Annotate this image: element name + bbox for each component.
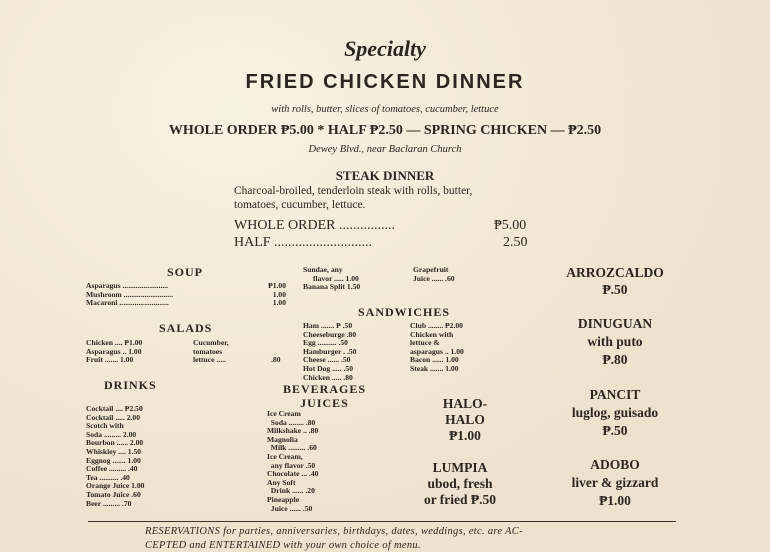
list-item: any flavor .50 <box>267 460 316 470</box>
list-item: Fruit ....... 1.00 <box>86 355 134 365</box>
steak-half-label: HALF ............................ <box>234 235 373 250</box>
list-item: Egg .......... .50 <box>303 338 348 348</box>
list-item: Hamburger . .50 <box>303 346 357 356</box>
drinks-heading: DRINKS <box>104 378 157 392</box>
sandwiches-heading: SANDWICHES <box>358 305 451 319</box>
list-item: Cheeseburge .80 <box>303 329 357 339</box>
list-item: Any Soft <box>267 477 296 487</box>
list-item: Chicken with <box>410 329 454 339</box>
list-item: Chocolate ... .40 <box>267 469 319 479</box>
soup-list <box>86 282 286 308</box>
specialty-title: Specialty <box>344 36 426 61</box>
lumpia-block: LUMPIA ubod, fresh or fried ₱.50 <box>423 460 497 507</box>
list-item: Mushroom .......................... 1.00 <box>86 289 286 299</box>
steak-whole-label: WHOLE ORDER ................ <box>234 218 395 233</box>
footer-line-1: RESERVATIONS for parties, anniversaries, birthdays, dates, weddings, etc. are AC- <box>145 526 523 537</box>
soup-heading: SOUP <box>167 265 204 279</box>
list-item: Bourbon ...... 2.00 <box>86 438 144 448</box>
list-item: Tomato Juice .60 <box>86 489 141 499</box>
sundae-item: Sundae, any flavor ..... 1.00 Banana Split 1.50 <box>303 265 361 292</box>
list-item: Asparagus ........................ ₱1.00 <box>86 281 286 290</box>
steak-desc-1: Charcoal-broiled, tenderloin steak with rolls, butter, <box>234 185 473 197</box>
address: Dewey Blvd., near Baclaran Church <box>308 144 462 155</box>
drinks-list <box>86 405 144 508</box>
steak-whole-price: ₱5.00 <box>494 218 527 233</box>
list-item: Ham ....... ₱ .50 <box>303 321 353 330</box>
main-prices: WHOLE ORDER ₱5.00 * HALF ₱2.50 — SPRING CHICKEN — ₱2.50 <box>168 123 602 138</box>
list-item: Whiskiey .... 1.50 <box>86 446 142 456</box>
list-item: Ice Cream <box>267 409 301 418</box>
salads-list <box>86 339 142 365</box>
arrozcaldo-block: ARROZCALDO ₱.50 <box>566 265 664 297</box>
list-item: Asparagus .. 1.00 <box>86 346 142 356</box>
list-item: Milkshake .. .80 <box>267 426 319 436</box>
footer-divider <box>88 521 676 522</box>
list-item: Magnolia <box>267 434 298 444</box>
beverages-heading: BEVERAGES JUICES <box>282 382 367 410</box>
salads-heading: SALADS <box>159 321 213 335</box>
steak-half-price: 2.50 <box>503 235 528 250</box>
halohalo-block: HALO- HALO ₱1.00 <box>442 396 488 443</box>
list-item: Orange Juice 1.00 <box>86 481 145 491</box>
list-item: Drink ...... .20 <box>267 486 315 496</box>
list-item: Eggnog ....... 1.00 <box>86 455 141 465</box>
list-item: Beer ......... .70 <box>86 498 132 508</box>
list-item: Cocktail ..... 2.00 <box>86 412 140 422</box>
list-item: Coffee ......... .40 <box>86 464 138 474</box>
list-item: Chicken ..... .80 <box>303 372 353 382</box>
list-item: Soda ........ .80 <box>267 417 316 427</box>
salad-cucumber-price: .80 <box>271 355 281 364</box>
steak-desc-2: tomatoes, cucumber, lettuce. <box>234 199 366 211</box>
footer-line-2: CEPTED and ENTERTAINED with your own choice of menu. <box>145 540 421 551</box>
sandwiches-left-list <box>303 322 356 382</box>
list-item: Cheese ...... .50 <box>303 355 351 365</box>
pancit-block: PANCIT luglog, guisado ₱.50 <box>571 387 659 438</box>
adobo-block: ADOBO liver & gizzard ₱1.00 <box>571 457 659 508</box>
list-item: Soda ......... 2.00 <box>86 429 137 439</box>
list-item: Ice Cream, <box>267 451 303 461</box>
list-item: asparagus .. 1.00 <box>410 346 464 356</box>
beverages-list <box>267 410 318 513</box>
list-item: Chicken .... ₱1.00 <box>86 338 143 347</box>
list-item: Pineapple <box>267 494 300 504</box>
salad-cucumber: Cucumber, tomatoes lettuce ..... <box>193 338 229 365</box>
list-item: Steak ....... 1.00 <box>410 363 459 373</box>
sandwiches-right-list <box>410 322 464 374</box>
dinuguan-block: DINUGUAN with puto ₱.80 <box>577 316 653 367</box>
list-item: Club ........ ₱2.00 <box>410 321 463 330</box>
list-item: lettuce & <box>410 338 440 348</box>
list-item: Milk ......... .60 <box>267 443 317 453</box>
main-title: FRIED CHICKEN DINNER <box>245 71 525 93</box>
main-subtitle: with rolls, butter, slices of tomatoes, cucumber, lettuce <box>271 104 499 115</box>
list-item: Bacon ...... 1.00 <box>410 355 459 365</box>
list-item: Scotch with <box>86 421 124 431</box>
list-item: Cocktail .... ₱2.50 <box>86 404 143 413</box>
list-item: Hot Dog ..... .50 <box>303 363 353 373</box>
list-item: Tea .......... .40 <box>86 472 130 482</box>
steak-title: STEAK DINNER <box>335 168 435 183</box>
grapefruit-item: Grapefruit Juice ...... .60 <box>413 265 455 283</box>
list-item: Juice ...... .50 <box>267 503 313 513</box>
list-item: Macaroni .......................... 1.00 <box>86 298 286 308</box>
